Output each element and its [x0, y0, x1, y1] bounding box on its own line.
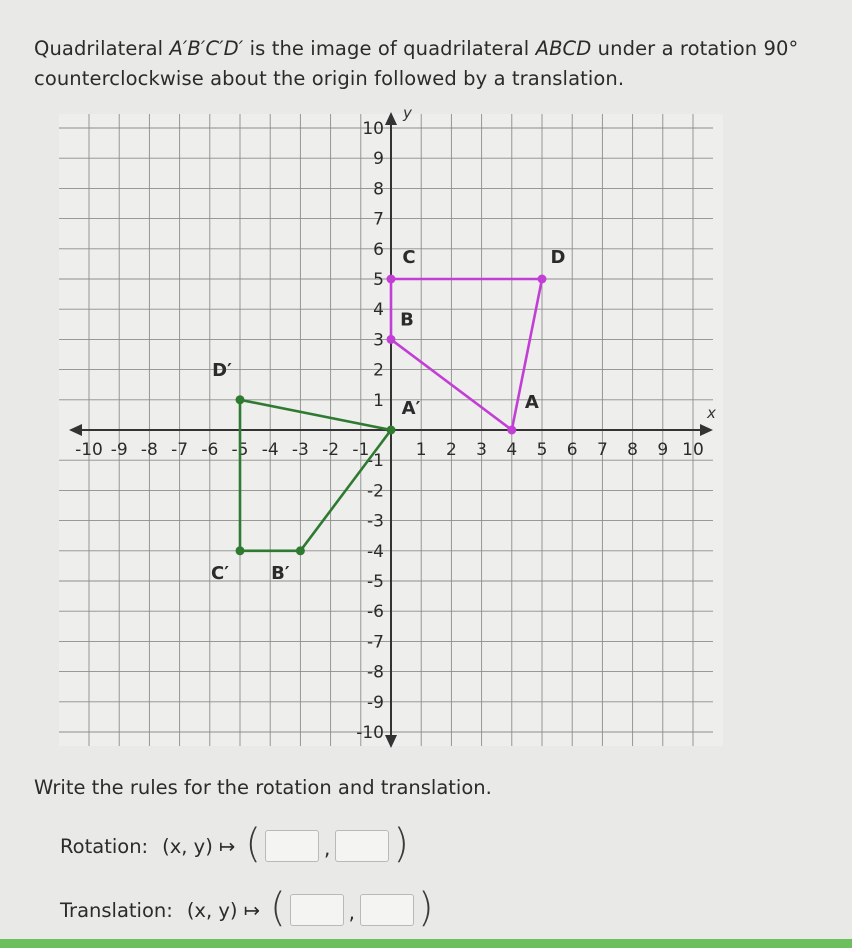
x-tick-label: 9 — [657, 440, 669, 460]
translation-rule — [60, 885, 434, 931]
x-tick-label: 8 — [627, 440, 639, 460]
x-tick-label: -7 — [171, 440, 189, 460]
translation-label: Translation: — [60, 898, 173, 922]
y-tick-label: 7 — [373, 209, 384, 230]
problem-text-2: is the image of quadrilateral — [243, 37, 536, 60]
y-tick-label: -9 — [367, 692, 384, 713]
vertex-label: C′ — [211, 562, 229, 584]
vertex-point — [236, 546, 245, 555]
y-tick-label: -7 — [367, 632, 384, 653]
vertex-label: D′ — [212, 359, 232, 381]
y-tick-label: 9 — [373, 149, 384, 170]
x-tick-label: -1 — [352, 440, 370, 460]
problem-text-4: counterclockwise about the origin followed by a translation. — [34, 67, 625, 90]
rotation-rule — [60, 821, 409, 867]
vertex-label: A′ — [401, 398, 421, 419]
rotation-mapping: (x, y) ↦ — [162, 834, 236, 858]
y-tick-label: 6 — [373, 239, 384, 260]
x-tick-label: 10 — [682, 440, 704, 460]
x-tick-label: 3 — [476, 440, 488, 460]
translation-open-paren: ( — [270, 885, 286, 931]
x-tick-label: -6 — [201, 440, 219, 460]
translation-x-input[interactable] — [290, 894, 344, 926]
footer-accent-bar — [0, 939, 852, 948]
y-tick-label: 2 — [373, 360, 384, 381]
y-tick-label: -2 — [367, 481, 384, 502]
vertex-point — [236, 395, 245, 404]
rotation-close-paren: ) — [393, 821, 409, 867]
y-tick-label: -3 — [367, 511, 384, 532]
x-tick-label: 5 — [536, 440, 548, 460]
translation-comma: , — [348, 900, 356, 924]
x-tick-label: -3 — [291, 440, 309, 460]
preimage-quad-name: ABCD — [535, 37, 592, 60]
vertex-point — [507, 426, 516, 435]
y-tick-label: 3 — [373, 330, 384, 351]
vertex-label: B — [400, 309, 414, 331]
y-tick-label: 1 — [373, 390, 384, 411]
y-tick-label: -4 — [367, 541, 384, 562]
rotation-open-paren: ( — [245, 821, 261, 867]
vertex-point — [387, 275, 396, 284]
vertex-label: B′ — [271, 562, 290, 584]
y-tick-label: 8 — [373, 179, 384, 200]
x-tick-label: 1 — [415, 440, 427, 460]
problem-text-3: under a rotation 90° — [591, 37, 799, 60]
x-tick-label: -2 — [322, 440, 340, 460]
translation-close-paren: ) — [418, 885, 434, 931]
y-tick-label: -10 — [356, 723, 384, 743]
y-tick-label: 4 — [373, 300, 384, 321]
x-tick-label: -4 — [261, 440, 279, 460]
y-tick-label: -8 — [367, 662, 384, 683]
x-tick-label: 6 — [566, 440, 578, 460]
x-tick-label: -5 — [231, 440, 249, 460]
vertex-label: A — [524, 392, 539, 413]
y-tick-label: -6 — [367, 602, 384, 623]
y-axis-label: y — [403, 104, 412, 122]
x-tick-label: -9 — [110, 440, 128, 460]
vertex-point — [387, 426, 396, 435]
y-tick-label: -1 — [367, 451, 384, 472]
rotation-y-input[interactable] — [335, 830, 389, 862]
x-tick-label: 4 — [506, 440, 518, 460]
vertex-point — [296, 546, 305, 555]
rotation-label: Rotation: — [60, 834, 149, 858]
x-axis-label: x — [707, 404, 716, 422]
x-tick-label: 2 — [445, 440, 457, 460]
problem-text-1: Quadrilateral — [34, 37, 170, 60]
x-tick-label: -10 — [75, 440, 103, 460]
vertex-label: C — [402, 247, 416, 268]
y-tick-label: 5 — [373, 270, 384, 290]
vertex-label: D — [550, 247, 566, 268]
vertex-point — [387, 335, 396, 344]
y-tick-label: -5 — [367, 572, 384, 592]
rotation-comma: , — [323, 836, 331, 860]
x-tick-label: -8 — [140, 440, 158, 460]
x-tick-label: 7 — [596, 440, 608, 460]
translation-y-input[interactable] — [360, 894, 414, 926]
rotation-x-input[interactable] — [265, 830, 319, 862]
translation-mapping: (x, y) ↦ — [186, 898, 261, 922]
y-tick-label: 10 — [362, 119, 384, 139]
instructions: Write the rules for the rotation and translation. — [34, 776, 492, 799]
image-quad-name: A′B′C′D′ — [169, 37, 244, 60]
vertex-point — [538, 275, 547, 284]
